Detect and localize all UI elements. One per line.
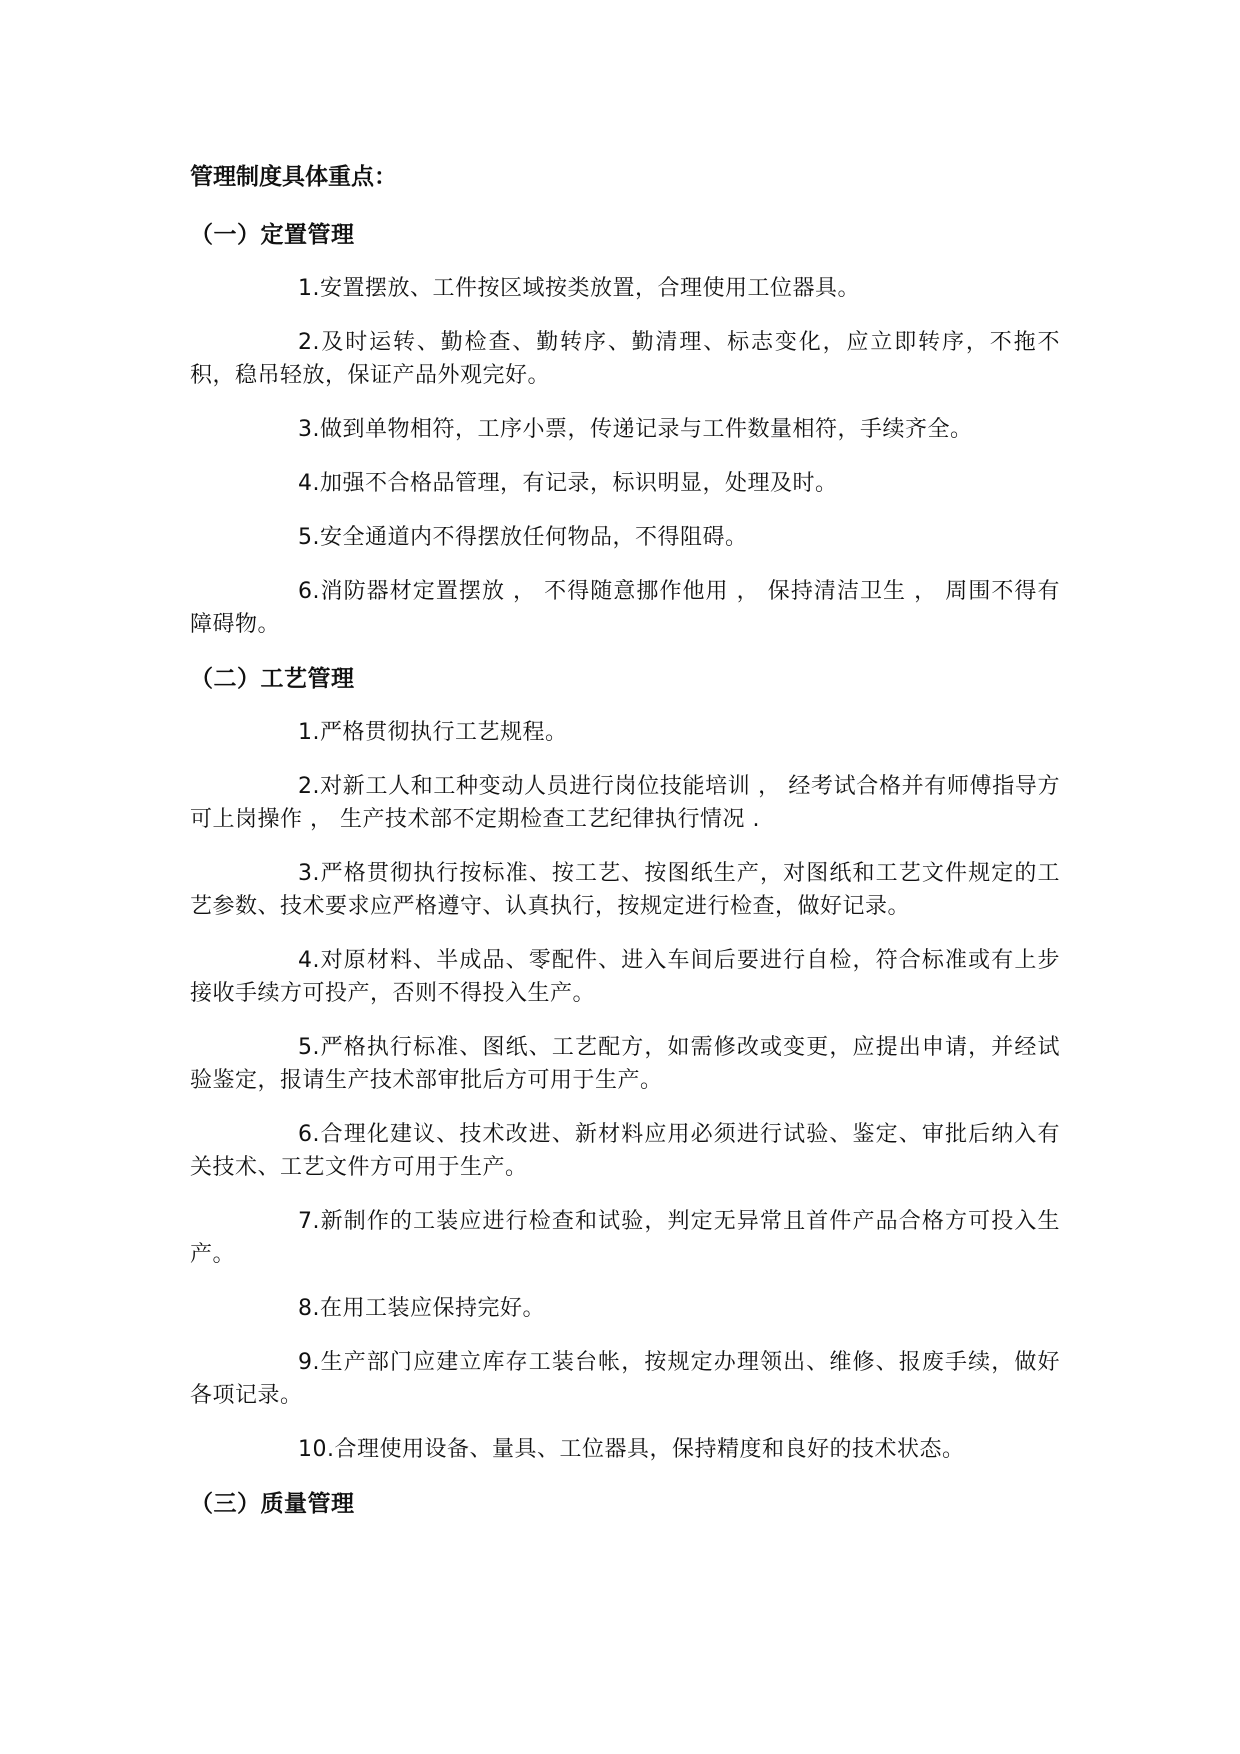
item-number: 3.	[298, 861, 320, 886]
item-text: 严格贯彻执行按标准、按工艺、按图纸生产，对图纸和工艺文件规定的工艺参数、技术要求应严格遵守、认真执行，按规定进行检查，做好记录。	[190, 861, 1060, 919]
list-item	[190, 1118, 1060, 1184]
list-item	[190, 716, 1060, 749]
list-item	[190, 272, 1060, 305]
item-number: 9.	[298, 1350, 320, 1375]
item-text: 对原材料、半成品、零配件、进入车间后要进行自检，符合标准或有上步接收手续方可投产，否则不得投入生产。	[190, 948, 1060, 1006]
section-heading-process: （二）工艺管理	[190, 666, 355, 692]
list-item	[190, 326, 1060, 392]
section-heading-quality: （三）质量管理	[190, 1491, 355, 1517]
item-number: 4.	[298, 948, 320, 973]
document-title: 管理制度具体重点：	[190, 164, 397, 190]
item-number: 4.	[298, 471, 320, 496]
list-item	[190, 857, 1060, 923]
item-number: 8.	[298, 1296, 320, 1321]
list-item	[190, 1205, 1060, 1271]
item-number: 5.	[298, 1035, 320, 1060]
item-text: 严格贯彻执行工艺规程。	[320, 720, 568, 745]
item-text: 对新工人和工种变动人员进行岗位技能培训 ， 经考试合格并有师傅指导方可上岗操作 ， 生产技术部不定期检查工艺纪律执行情况 .	[190, 774, 1060, 832]
list-item	[190, 944, 1060, 1010]
item-number: 1.	[298, 720, 320, 745]
list-item	[190, 770, 1060, 836]
item-text: 生产部门应建立库存工装台帐，按规定办理领出、维修、报废手续，做好各项记录。	[190, 1350, 1060, 1408]
item-text: 合理化建议、技术改进、新材料应用必须进行试验、鉴定、审批后纳入有关技术、工艺文件方可用于生产。	[190, 1122, 1060, 1180]
list-item	[190, 1346, 1060, 1412]
item-number: 6.	[298, 579, 320, 604]
list-item	[190, 1433, 1060, 1466]
item-text: 加强不合格品管理，有记录，标识明显，处理及时。	[320, 471, 838, 496]
item-number: 10.	[298, 1437, 335, 1462]
item-text: 新制作的工装应进行检查和试验，判定无异常且首件产品合格方可投入生产。	[190, 1209, 1060, 1267]
item-text: 安置摆放、工件按区域按类放置，合理使用工位器具。	[320, 276, 861, 301]
document-page	[190, 160, 1060, 1541]
list-item	[190, 1031, 1060, 1097]
item-text: 及时运转、勤检查、勤转序、勤清理、标志变化，应立即转序，不拖不积，稳吊轻放，保证产品外观完好。	[190, 330, 1060, 388]
item-number: 2.	[298, 330, 320, 355]
item-text: 做到单物相符，工序小票，传递记录与工件数量相符，手续齐全。	[320, 417, 973, 442]
item-number: 1.	[298, 276, 320, 301]
item-text: 合理使用设备、量具、工位器具，保持精度和良好的技术状态。	[334, 1437, 965, 1462]
item-number: 7.	[298, 1209, 320, 1234]
item-text: 安全通道内不得摆放任何物品，不得阻碍。	[320, 525, 748, 550]
list-item	[190, 1292, 1060, 1325]
section-heading-placement: （一）定置管理	[190, 222, 355, 248]
item-number: 2.	[298, 774, 320, 799]
list-item	[190, 575, 1060, 641]
item-text: 消防器材定置摆放 ， 不得随意挪作他用 ， 保持清洁卫生 ， 周围不得有障碍物。	[190, 579, 1060, 637]
list-item	[190, 521, 1060, 554]
item-number: 5.	[298, 525, 320, 550]
list-item	[190, 467, 1060, 500]
item-number: 3.	[298, 417, 320, 442]
item-text: 在用工装应保持完好。	[320, 1296, 546, 1321]
list-item	[190, 413, 1060, 446]
item-text: 严格执行标准、图纸、工艺配方，如需修改或变更，应提出申请，并经试验鉴定，报请生产技术部审批后方可用于生产。	[190, 1035, 1060, 1093]
item-number: 6.	[298, 1122, 320, 1147]
